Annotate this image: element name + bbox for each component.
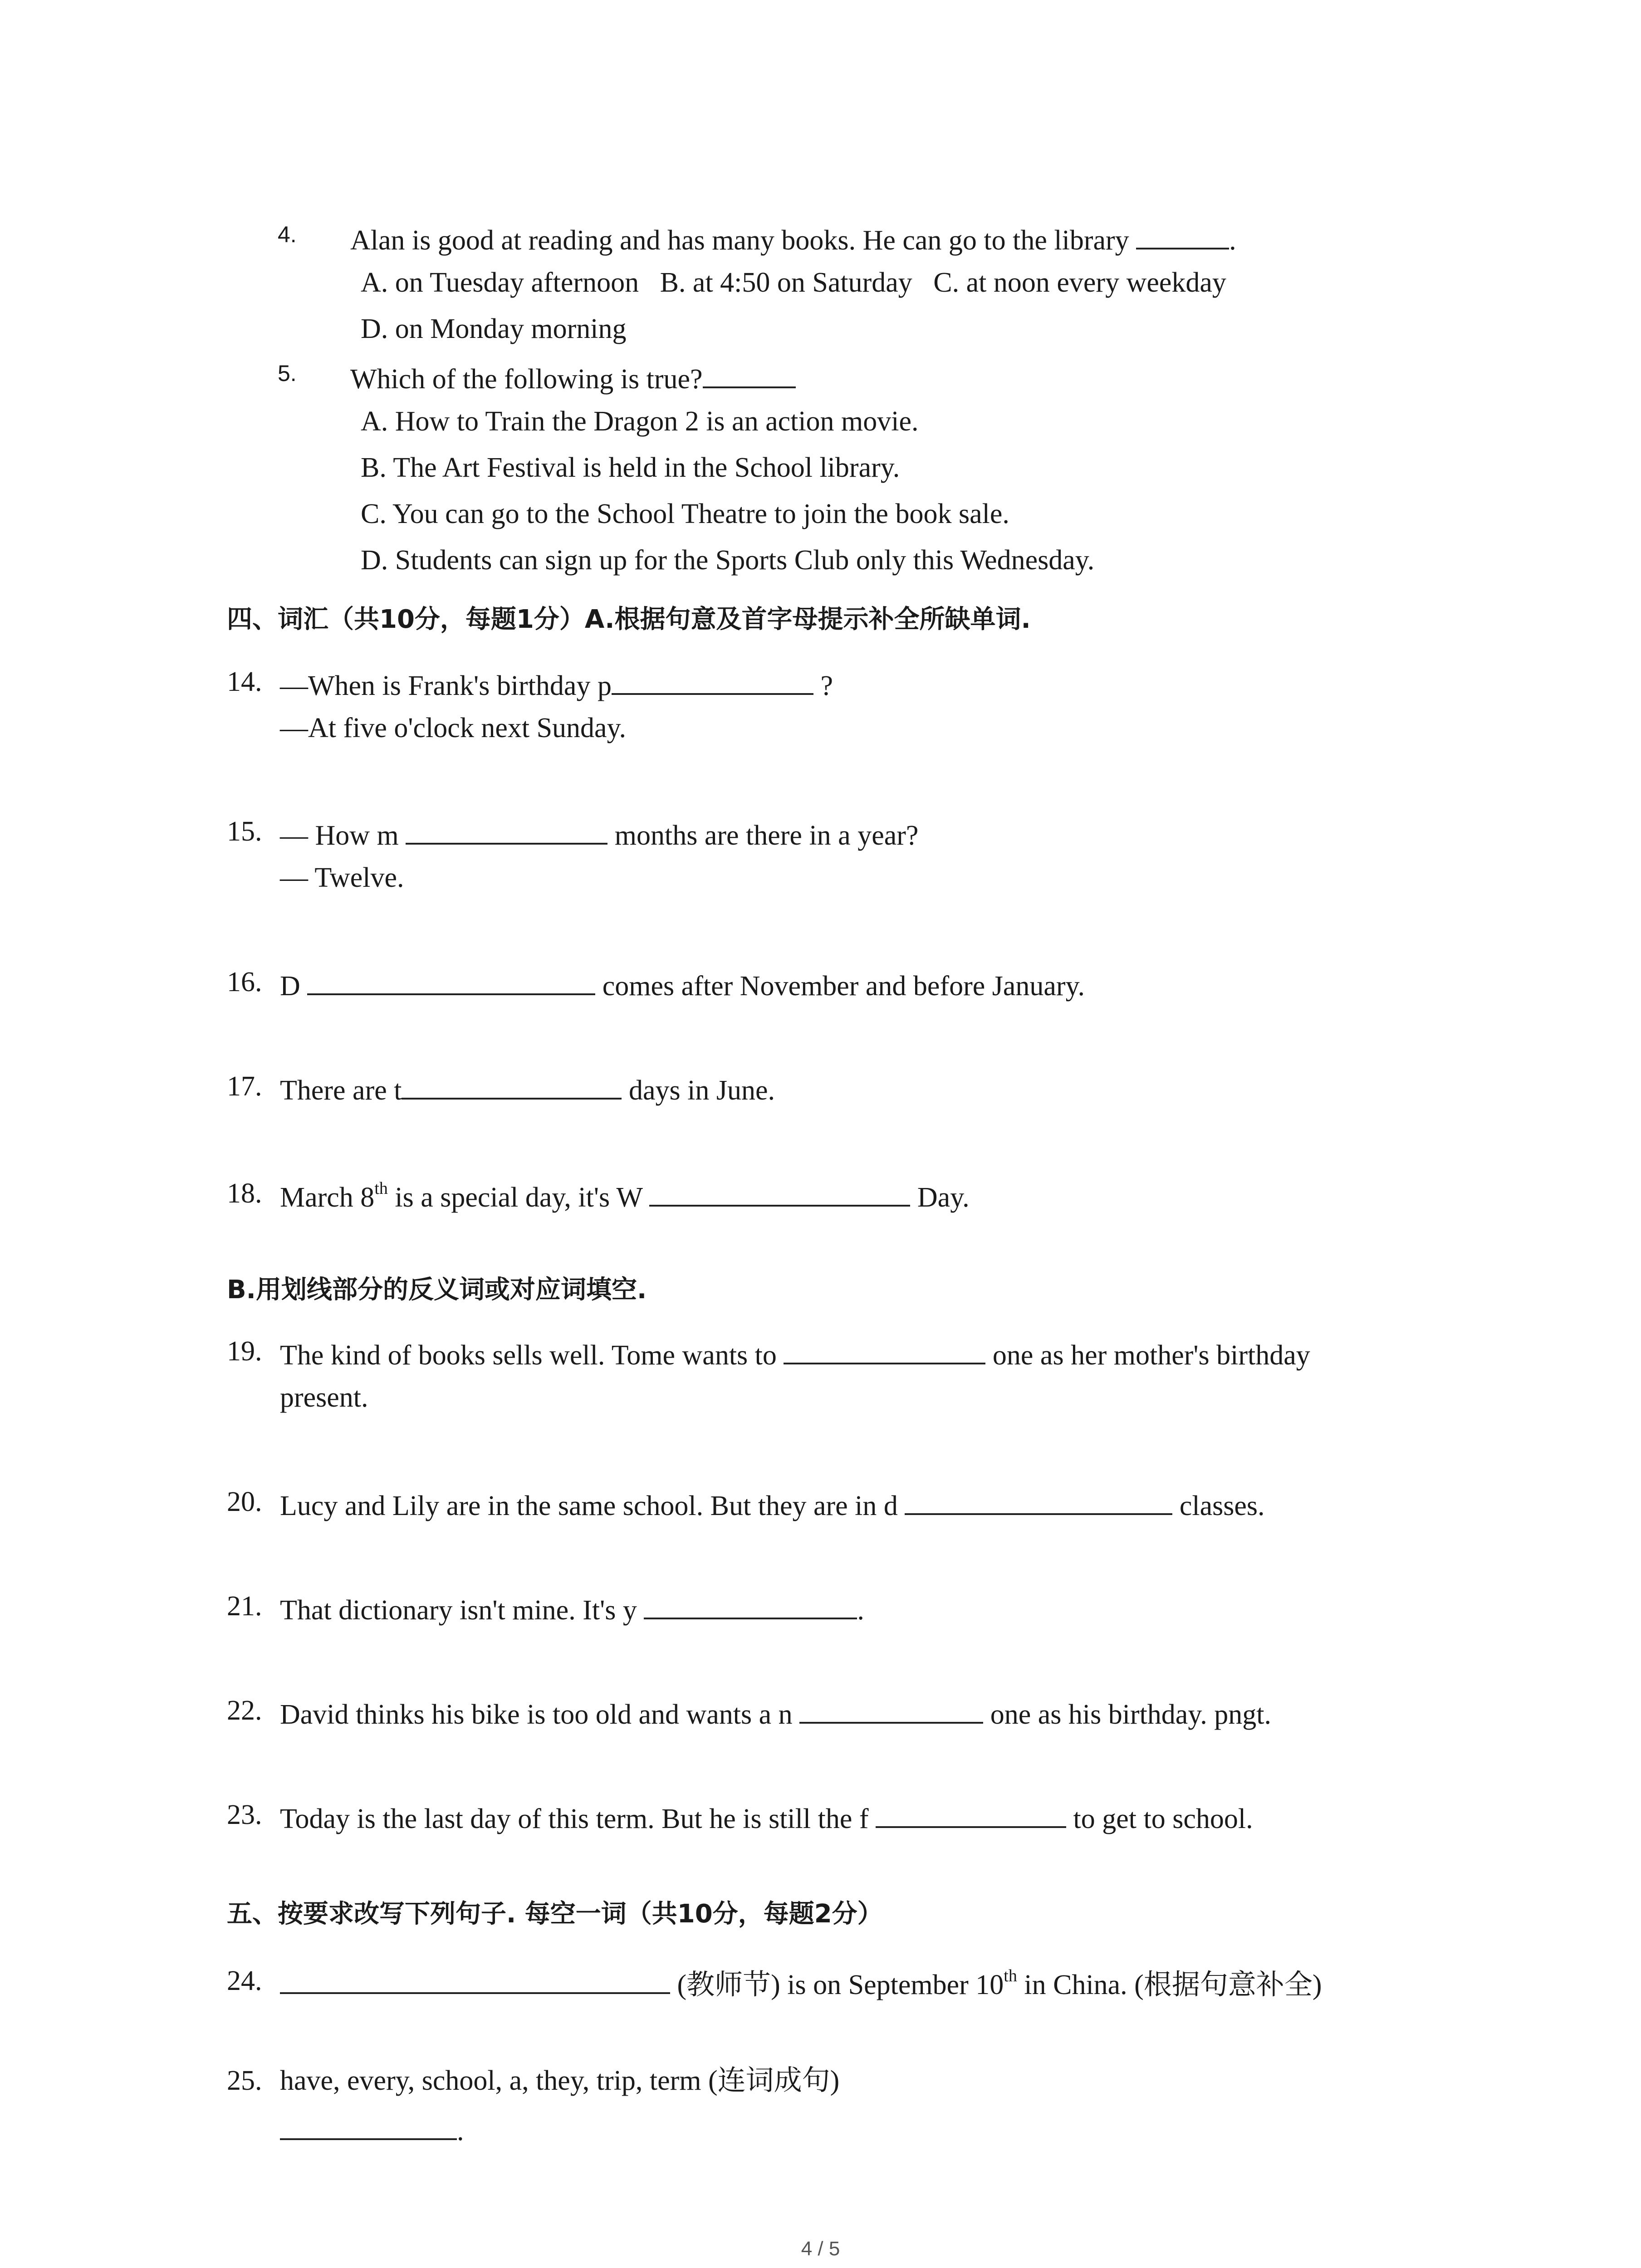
question-17-line (280, 1072, 775, 1105)
question-23-number: 23. (227, 1799, 262, 1830)
answer-blank[interactable] (649, 1179, 910, 1207)
question-17-text-end: days in June. (628, 1075, 775, 1106)
question-21-text: That dictionary isn't mine. It's y (280, 1595, 637, 1626)
option-d: D. Students can sign up for the Sports Club only this Wednesday. (361, 545, 1095, 576)
question-24-text-end: in China. (根据句意补全) (1024, 1970, 1322, 2000)
question-23-line (280, 1801, 1253, 1833)
question-25-number: 25. (227, 2065, 262, 2096)
question-5-stem (350, 361, 796, 393)
option-a: A. on Tuesday afternoon (361, 267, 639, 298)
question-22-text-end: one as his birthday. pngt. (990, 1699, 1272, 1730)
question-4-text: Alan is good at reading and has many books. He can go to the library (350, 225, 1129, 256)
section-b-heading: B.用划线部分的反义词或对应词填空. (227, 1275, 647, 1305)
question-5-text: Which of the following is true? (350, 364, 703, 395)
question-4-period: . (1229, 225, 1236, 256)
answer-blank[interactable] (280, 2113, 457, 2140)
question-15-text-end: months are there in a year? (614, 820, 919, 851)
question-15-line2: — Twelve. (280, 862, 404, 893)
question-19-text-end: one as her mother's birthday (992, 1340, 1310, 1371)
question-4-options-row1 (361, 269, 1226, 297)
question-18-text-mid: is a special day, it's W (395, 1182, 642, 1213)
page-number: 4 / 5 (801, 2238, 840, 2260)
answer-blank[interactable] (905, 1488, 1172, 1515)
section-5-heading: 五、按要求改写下列句子. 每空一词（共10分，每题2分） (227, 1899, 883, 1929)
question-22-number: 22. (227, 1695, 262, 1726)
question-4-number: 4. (278, 222, 297, 247)
section-4-heading: 四、词汇（共10分，每题1分）A.根据句意及首字母提示补全所缺单词. (227, 605, 1031, 634)
question-14-mark: ? (820, 670, 833, 701)
question-17-text: There are t (280, 1075, 402, 1106)
answer-blank[interactable] (402, 1072, 622, 1100)
answer-blank[interactable] (307, 968, 595, 995)
question-16-line (280, 968, 1085, 1000)
question-18-text-end: Day. (917, 1182, 970, 1213)
question-22-line (280, 1696, 1271, 1729)
question-24-line (280, 1967, 1322, 1999)
option-b: B. The Art Festival is held in the School library. (361, 452, 900, 483)
question-15-number: 15. (227, 816, 262, 847)
question-24-text: (教师节) is on September 10 (677, 1970, 1004, 2000)
superscript-th: th (1004, 1966, 1017, 1985)
answer-blank[interactable] (799, 1696, 983, 1724)
question-14-number: 14. (227, 666, 262, 697)
answer-blank[interactable] (876, 1801, 1066, 1828)
option-d: D. on Monday morning (361, 313, 627, 344)
question-23-text: Today is the last day of this term. But he is still the f (280, 1804, 869, 1834)
question-16-text: D (280, 971, 300, 1002)
answer-blank[interactable] (1136, 222, 1229, 249)
option-c: C. You can go to the School Theatre to join the book sale. (361, 499, 1009, 529)
question-23-text-end: to get to school. (1073, 1804, 1253, 1834)
option-b: B. at 4:50 on Saturday (660, 267, 912, 298)
question-15-line1 (280, 817, 918, 850)
question-17-number: 17. (227, 1071, 262, 1102)
question-19-line2: present. (280, 1382, 368, 1413)
question-18-text: March 8 (280, 1182, 375, 1213)
answer-blank[interactable] (280, 1967, 670, 1994)
question-25-answer-line (280, 2113, 464, 2145)
question-16-text-end: comes after November and before January. (602, 971, 1085, 1002)
question-19-line1 (280, 1337, 1310, 1369)
question-15-text: — How m (280, 820, 399, 851)
question-14-text: —When is Frank's birthday p (280, 670, 612, 701)
question-18-number: 18. (227, 1178, 262, 1209)
question-21-number: 21. (227, 1591, 262, 1622)
question-19-number: 19. (227, 1336, 262, 1367)
question-21-text-end: . (857, 1595, 864, 1626)
question-14-line1 (280, 668, 833, 700)
question-18-line (280, 1179, 970, 1212)
answer-blank[interactable] (644, 1592, 857, 1619)
option-a: A. How to Train the Dragon 2 is an action movie. (361, 406, 919, 437)
answer-blank[interactable] (612, 668, 813, 695)
question-16-number: 16. (227, 967, 262, 997)
question-25-period: . (457, 2116, 464, 2146)
superscript-th: th (374, 1179, 388, 1198)
question-19-text: The kind of books sells well. Tome wants to (280, 1340, 777, 1371)
option-c: C. at noon every weekday (933, 267, 1226, 298)
question-25-line: have, every, school, a, they, trip, term (连词成句) (280, 2065, 840, 2096)
question-20-text-end: classes. (1179, 1491, 1265, 1521)
question-24-number: 24. (227, 1965, 262, 1996)
question-4-stem (350, 222, 1236, 254)
answer-blank[interactable] (703, 361, 796, 388)
question-20-number: 20. (227, 1486, 262, 1517)
question-21-line (280, 1592, 864, 1624)
question-22-text: David thinks his bike is too old and wants a n (280, 1699, 793, 1730)
question-20-text: Lucy and Lily are in the same school. But they are in d (280, 1491, 898, 1521)
answer-blank[interactable] (406, 817, 607, 845)
question-5-number: 5. (278, 361, 297, 386)
question-14-line2: —At five o'clock next Sunday. (280, 713, 627, 743)
answer-blank[interactable] (784, 1337, 985, 1364)
question-20-line (280, 1488, 1265, 1520)
